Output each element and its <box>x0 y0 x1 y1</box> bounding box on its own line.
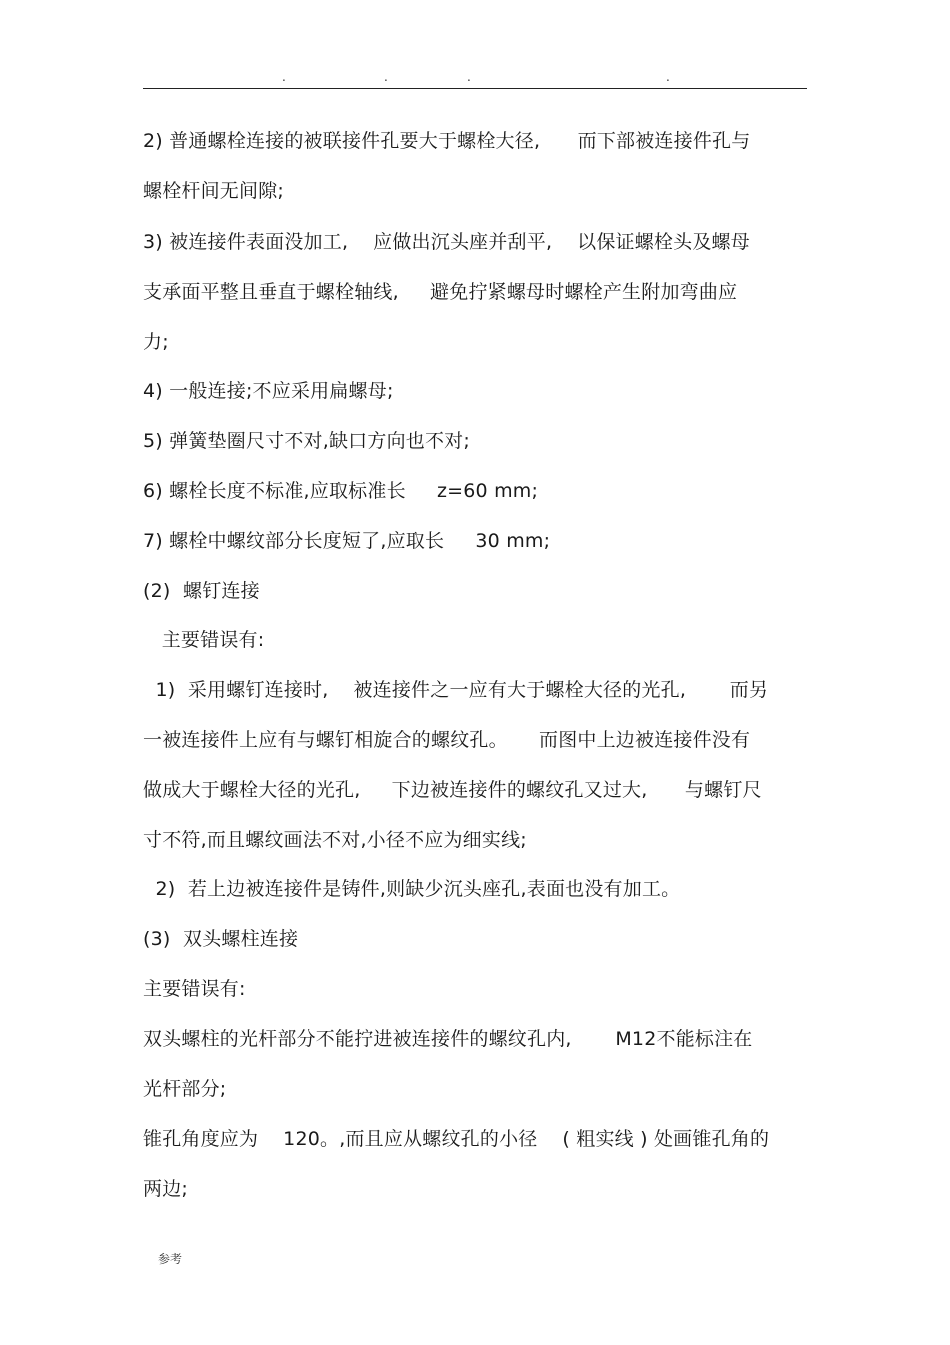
text-line: 两边; <box>143 1178 189 1200</box>
text-line: 支承面平整且垂直于螺栓轴线, 避免拧紧螺母时螺栓产生附加弯曲应 <box>143 281 738 303</box>
text-line: 力; <box>143 331 169 353</box>
text-line: 2) 普通螺栓连接的被联接件孔要大于螺栓大径, 而下部被连接件孔与 <box>143 130 751 152</box>
text-line: 主要错误有: <box>143 629 265 651</box>
header-rule <box>143 88 807 89</box>
text-line: 4) 一般连接;不应采用扁螺母; <box>143 380 394 402</box>
text-line: 1) 采用螺钉连接时, 被连接件之一应有大于螺栓大径的光孔, 而另 <box>143 679 769 701</box>
text-line: 5) 弹簧垫圈尺寸不对,缺口方向也不对; <box>143 430 470 452</box>
text-line: 光杆部分; <box>143 1078 227 1100</box>
text-line: 7) 螺栓中螺纹部分长度短了,应取长 30 mm; <box>143 530 551 552</box>
footer-label: 参考 <box>158 1252 183 1266</box>
header-dot: . <box>666 70 670 84</box>
text-line: 3) 被连接件表面没加工, 应做出沉头座并刮平, 以保证螺栓头及螺母 <box>143 231 750 253</box>
section-heading: (2) 螺钉连接 <box>143 580 260 602</box>
text-line: 做成大于螺栓大径的光孔, 下边被连接件的螺纹孔又过大, 与螺钉尺 <box>143 779 762 801</box>
text-line: 寸不符,而且螺纹画法不对,小径不应为细实线; <box>143 829 527 851</box>
header-dot: . <box>384 70 388 84</box>
text-line: 锥孔角度应为 120。,而且应从螺纹孔的小径 ( 粗实线 ) 处画锥孔角的 <box>143 1128 770 1150</box>
section-heading: (3) 双头螺柱连接 <box>143 928 299 950</box>
text-line: 双头螺柱的光杆部分不能拧进被连接件的螺纹孔内, M12不能标注在 <box>143 1028 753 1050</box>
header-dot: . <box>467 70 471 84</box>
text-line: 主要错误有: <box>143 978 246 1000</box>
text-line: 2) 若上边被连接件是铸件,则缺少沉头座孔,表面也没有加工。 <box>143 878 681 900</box>
header-dot: . <box>282 70 286 84</box>
text-line: 一被连接件上应有与螺钉相旋合的螺纹孔。 而图中上边被连接件没有 <box>143 729 751 751</box>
text-line: 6) 螺栓长度不标准,应取标准长 z=60 mm; <box>143 480 539 502</box>
text-line: 螺栓杆间无间隙; <box>143 180 285 202</box>
